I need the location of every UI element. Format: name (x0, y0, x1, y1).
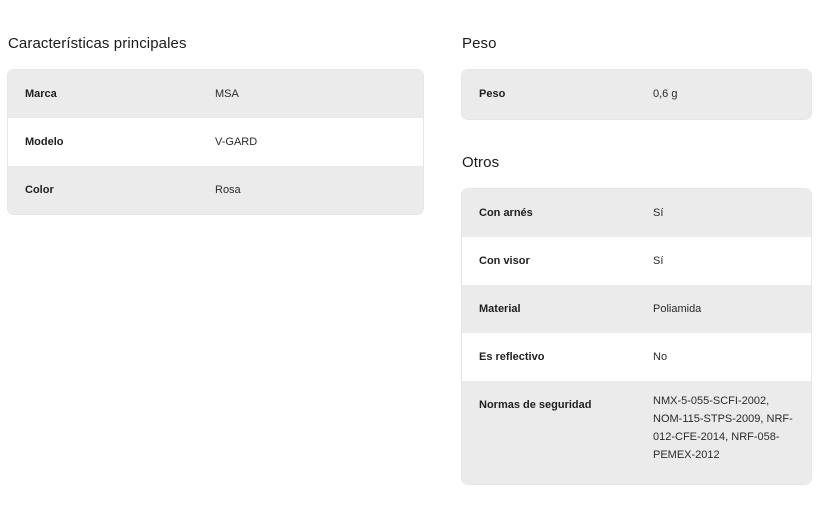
spec-value: 0,6 g (653, 88, 678, 100)
spec-key: Marca (25, 88, 57, 100)
spec-value: MSA (215, 88, 239, 100)
spec-key: Modelo (25, 136, 64, 148)
spec-row-es-reflectivo (462, 333, 811, 381)
spec-value: No (653, 351, 668, 363)
spec-key: Normas de seguridad (479, 399, 592, 411)
spec-row-peso (462, 70, 811, 119)
spec-value: Rosa (215, 184, 241, 196)
peso-title: Peso (462, 35, 497, 52)
spec-value: Sí (653, 255, 664, 267)
spec-row-normas-de-seguridad (462, 381, 811, 484)
spec-key: Con arnés (479, 207, 533, 219)
spec-key: Color (25, 184, 54, 196)
spec-key: Es reflectivo (479, 351, 545, 363)
spec-value: NMX-5-055-SCFI-2002, NOM-115-STPS-2009, NRF-012-CFE-2014, NRF-058-PEMEX-2012 (653, 395, 793, 461)
main-specs-table (8, 70, 423, 214)
spec-key: Con visor (479, 255, 530, 267)
spec-row-modelo (8, 118, 423, 166)
main-specs-title: Características principales (8, 35, 187, 52)
spec-row-con-visor (462, 237, 811, 285)
spec-value: Sí (653, 207, 664, 219)
otros-table (462, 189, 811, 484)
spec-value: V-GARD (215, 136, 258, 148)
peso-table (462, 70, 811, 119)
spec-value: Poliamida (653, 303, 702, 315)
otros-title: Otros (462, 154, 500, 171)
spec-row-material (462, 285, 811, 333)
spec-key: Material (479, 303, 521, 315)
spec-row-marca (8, 70, 423, 118)
spec-row-con-arnes (462, 189, 811, 237)
spec-row-color (8, 166, 423, 214)
spec-key: Peso (479, 88, 506, 100)
